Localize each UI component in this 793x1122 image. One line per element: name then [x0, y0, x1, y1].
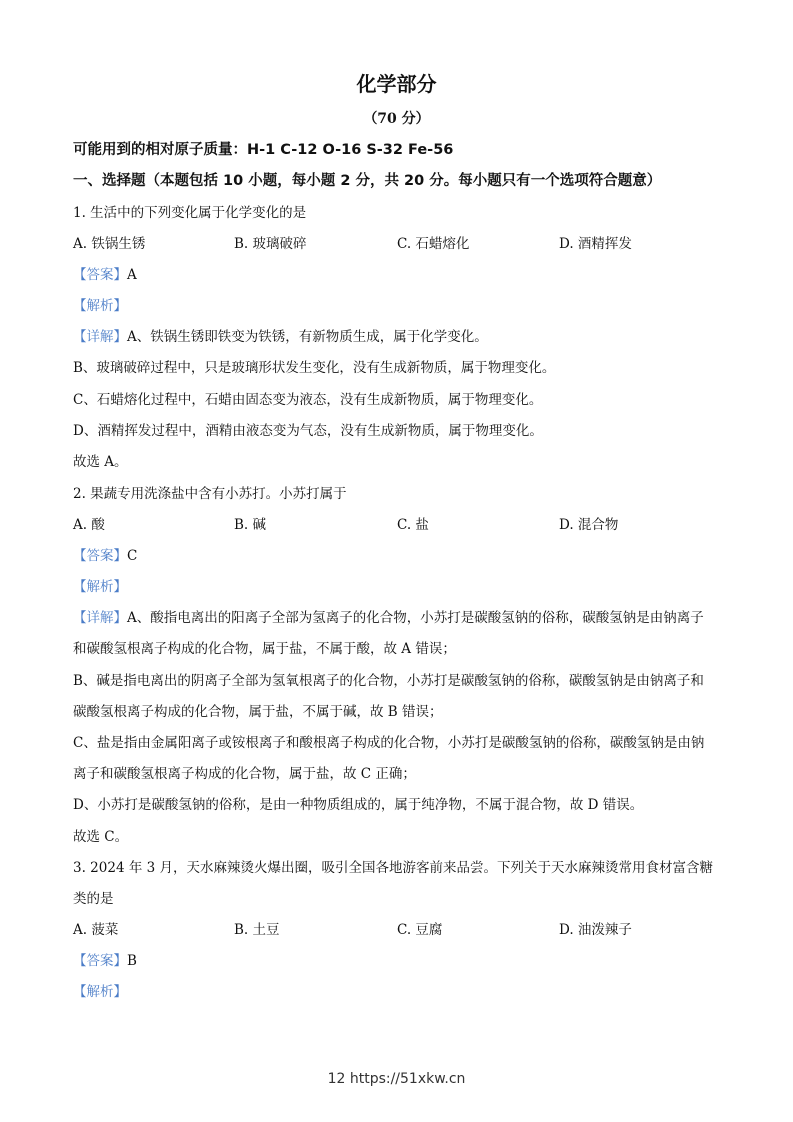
question-2-detail-line [73, 609, 704, 627]
question-2-detail-line: 离子和碳酸氢根离子构成的化合物，属于盐，故 C 正确； [73, 766, 416, 782]
question-2-option-c: C. 盐 [397, 517, 429, 533]
question-1-detail-line: C、石蜡熔化过程中，石蜡由固态变为液态，没有生成新物质，属于物理变化。 [73, 392, 543, 408]
question-1-answer [73, 266, 137, 284]
question-3-option-d: D. 油泼辣子 [559, 922, 632, 938]
question-2-detail-line: 碳酸氢根离子构成的化合物，属于盐，不属于碱，故 B 错误； [73, 704, 443, 720]
question-1-option-d: D. 酒精挥发 [559, 236, 632, 252]
question-2-stem: 2. 果蔬专用洗涤盐中含有小苏打。小苏打属于 [73, 486, 347, 502]
question-3-option-b: B. 土豆 [234, 922, 280, 938]
question-1-option-c: C. 石蜡熔化 [397, 236, 470, 252]
answer-value: A [127, 267, 137, 283]
question-1-conclusion: 故选 A。 [73, 454, 128, 470]
question-2-detail-line: 和碳酸氢根离子构成的化合物，属于盐，不属于酸，故 A 错误； [73, 641, 456, 657]
detail-tag: 【详解】 [73, 610, 127, 626]
page-subtitle: （70 分） [363, 111, 430, 127]
question-2-conclusion: 故选 C。 [73, 829, 129, 845]
detail-tag: 【详解】 [73, 329, 127, 345]
question-3-stem-continued: 类的是 [73, 891, 114, 907]
question-2-detail-line: D、小苏打是碳酸氢钠的俗称，是由一种物质组成的，属于纯净物，不属于混合物，故 D 错误。 [73, 797, 644, 813]
question-3-option-c: C. 豆腐 [397, 922, 443, 938]
answer-tag: 【答案】 [73, 267, 127, 283]
page-footer[interactable]: 12 https://51xkw.cn [327, 1071, 466, 1087]
question-2-option-d: D. 混合物 [559, 517, 619, 533]
question-3-analysis-tag: 【解析】 [73, 984, 127, 1000]
question-1-detail-line: B、玻璃破碎过程中，只是玻璃形状发生变化，没有生成新物质，属于物理变化。 [73, 360, 556, 376]
question-1-stem: 1. 生活中的下列变化属于化学变化的是 [73, 205, 307, 221]
answer-tag: 【答案】 [73, 953, 127, 969]
question-3-stem: 3. 2024 年 3 月，天水麻辣烫火爆出圈，吸引全国各地游客前来品尝。下列关于天水麻辣烫常用食材富含糖 [73, 860, 713, 876]
answer-value: B [127, 953, 137, 969]
question-3-answer [73, 952, 137, 970]
question-2-detail-line: B、碱是指电离出的阴离子全部为氢氧根离子的化合物，小苏打是碳酸氢钠的俗称，碳酸氢钠是由钠离子和 [73, 673, 704, 689]
section-heading: 一、选择题（本题包括 10 小题，每小题 2 分，共 20 分。每小题只有一个选项符合题意） [73, 173, 662, 189]
question-1-option-b: B. 玻璃破碎 [234, 236, 307, 252]
question-2-option-b: B. 碱 [234, 517, 267, 533]
answer-value: C [127, 548, 138, 564]
question-2-answer [73, 547, 137, 565]
question-1-analysis-tag: 【解析】 [73, 298, 127, 314]
atomic-mass-line: 可能用到的相对原子质量：H-1 C-12 O-16 S-32 Fe-56 [73, 142, 454, 158]
question-2-detail-line: C、盐是指由金属阳离子或铵根离子和酸根离子构成的化合物，小苏打是碳酸氢钠的俗称，碳酸氢钠是由钠 [73, 735, 705, 751]
detail-text: A、酸指电离出的阳离子全部为氢离子的化合物，小苏打是碳酸氢钠的俗称，碳酸氢钠是由钠离子 [127, 610, 704, 626]
question-1-detail-line [73, 328, 488, 346]
question-2-option-a: A. 酸 [73, 517, 105, 533]
question-1-detail-line: D、酒精挥发过程中，酒精由液态变为气态，没有生成新物质，属于物理变化。 [73, 423, 543, 439]
question-1-option-a: A. 铁锅生锈 [73, 236, 146, 252]
page-title: 化学部分 [356, 72, 437, 96]
detail-text: A、铁锅生锈即铁变为铁锈，有新物质生成，属于化学变化。 [127, 329, 488, 345]
question-2-analysis-tag: 【解析】 [73, 579, 127, 595]
question-3-option-a: A. 菠菜 [73, 922, 119, 938]
answer-tag: 【答案】 [73, 548, 127, 564]
